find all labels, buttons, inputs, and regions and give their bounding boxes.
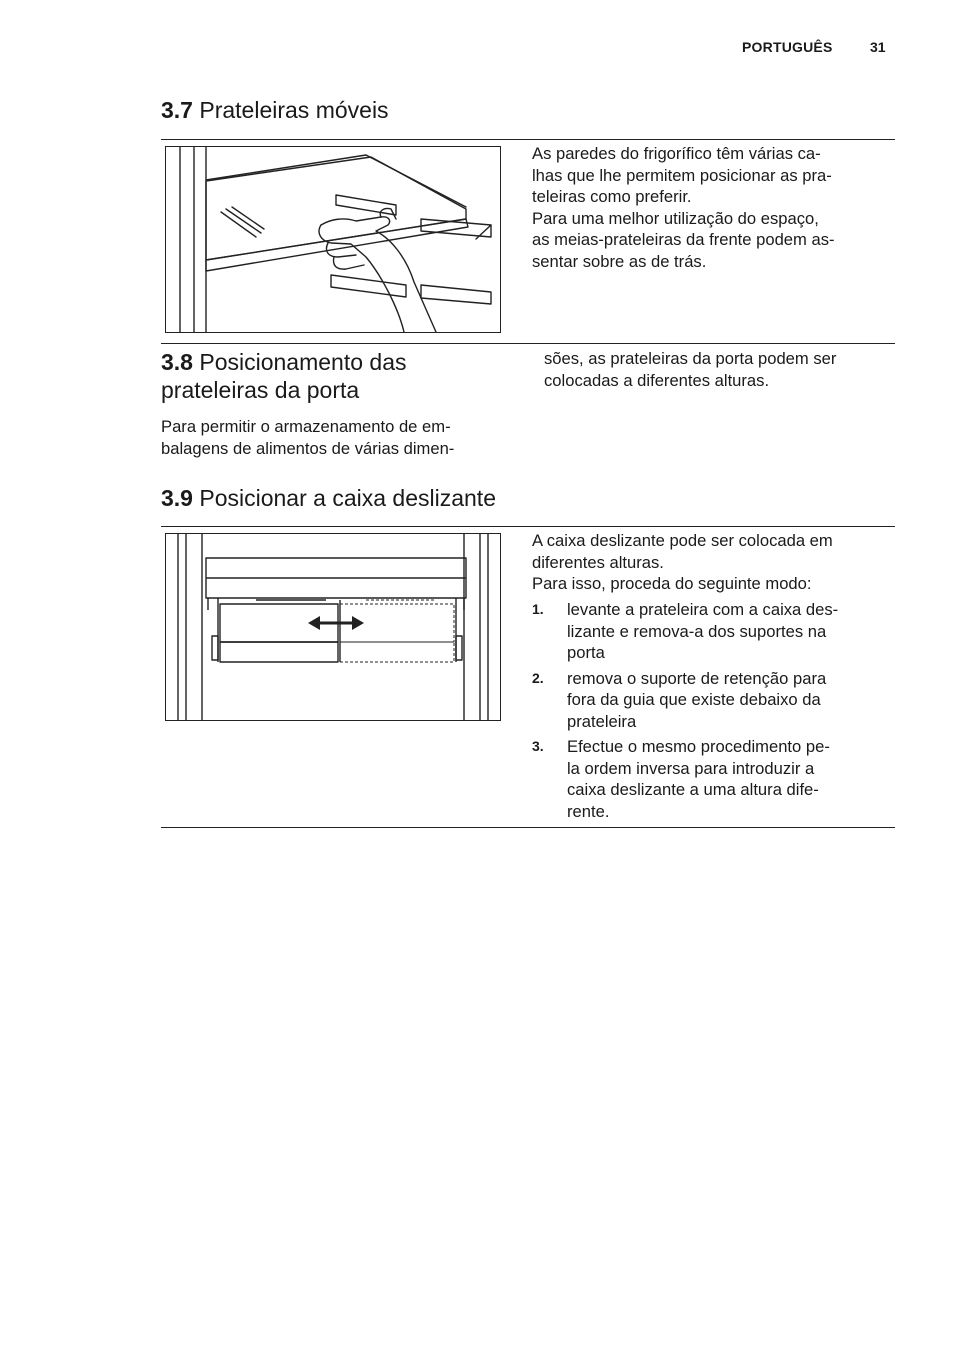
section-divider [161,139,895,140]
movable-shelf-illustration [165,146,501,333]
sliding-box-illustration [165,533,501,721]
section-title: Posicionar a caixa deslizante [199,485,496,511]
page-number: 31 [870,39,886,55]
section-3-8-paragraph-left: Para permitir o armazenamento de em- balagens de alimentos de várias dimen- [161,417,455,458]
procedure-steps-list [532,599,894,826]
section-number: 3.9 [161,485,193,511]
section-3-8-paragraph-right: sões, as prateleiras da porta podem ser colocadas a diferentes alturas. [544,349,837,390]
section-3-7-paragraph: As paredes do frigorífico têm várias ca- lhas que lhe permitem posicionar as pra- teleiras como preferir. Para uma melhor utilização do espaço, as meias-prateleiras da frente podem as- sentar sobre as de trás. [532,144,835,271]
section-divider [161,343,895,344]
section-number: 3.7 [161,97,193,123]
section-title: Prateleiras móveis [199,97,389,123]
page-language-label: PORTUGUÊS [742,39,833,55]
list-item: 2. remova o suporte de retenção para fora da guia que existe debaixo da prateleira [532,668,827,731]
section-number: 3.8 [161,349,193,375]
section-3-9-intro: A caixa deslizante pode ser colocada em diferentes alturas. Para isso, proceda do seguinte modo: [532,531,833,593]
section-title: prateleiras da porta [161,377,360,403]
section-title: Posicionamento das [199,349,407,375]
section-3-9-heading [161,484,496,512]
step-number: 1. [532,601,544,617]
list-item: 3. Efectue o mesmo procedimento pe- la ordem inversa para introduzir a caixa deslizante a uma altura dife- rente. [532,737,830,821]
section-divider [161,827,895,828]
section-3-7-heading [161,96,389,124]
step-number: 3. [532,738,544,754]
section-divider [161,526,895,527]
step-number: 2. [532,669,544,686]
section-3-8-heading [161,348,521,404]
list-item: 1. levante a prateleira com a caixa des- lizante e remova-a dos suportes na porta [532,600,839,662]
